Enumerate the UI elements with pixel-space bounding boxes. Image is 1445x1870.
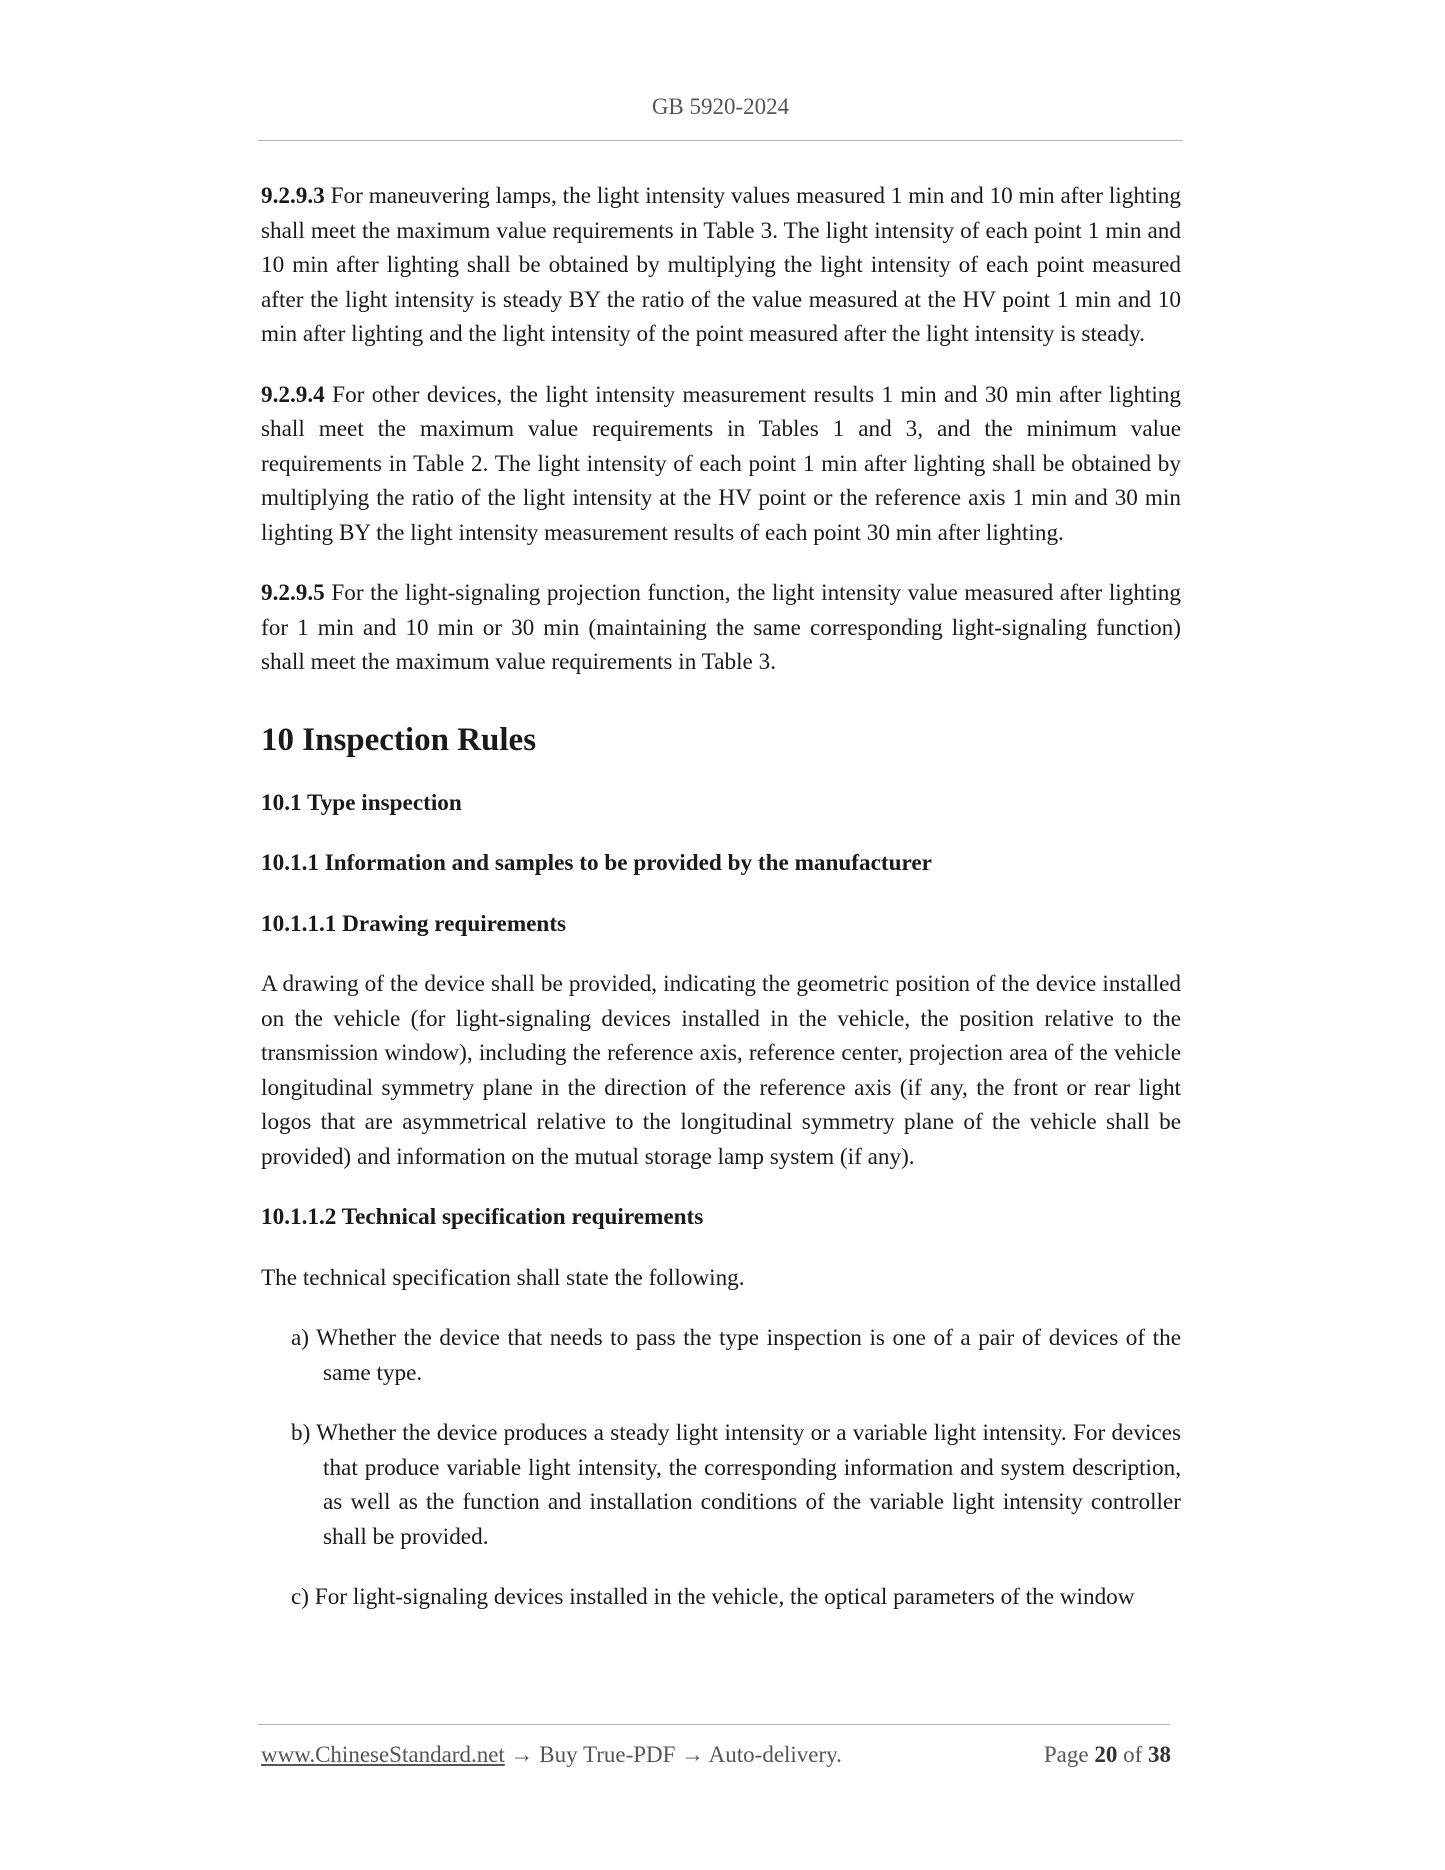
footer-divider bbox=[258, 1724, 1170, 1725]
footer-left bbox=[261, 1742, 842, 1768]
clause-9-2-9-4 bbox=[261, 378, 1181, 551]
clause-9-2-9-5 bbox=[261, 576, 1181, 680]
subsection-heading-10-1-1: 10.1.1 Information and samples to be provided by the manufacturer bbox=[261, 850, 932, 876]
section-heading-10: 10 Inspection Rules bbox=[261, 721, 537, 758]
list-item-a: a) Whether the device that needs to pass the type inspection is one of a pair of devices of the same type. bbox=[291, 1325, 1181, 1386]
page-footer bbox=[261, 1742, 1171, 1768]
spec-intro-text: The technical specification shall state the following. bbox=[261, 1264, 745, 1291]
page-label: Page bbox=[1043, 1742, 1089, 1767]
promo-text: → Buy True-PDF → Auto-delivery. bbox=[504, 1742, 842, 1767]
clause-number: 9.2.9.3 bbox=[261, 183, 325, 209]
subsection-heading-10-1-1-2: 10.1.1.2 Technical specification requirements bbox=[261, 1204, 704, 1230]
subsection-heading-10-1: 10.1 Type inspection bbox=[261, 789, 462, 816]
list-item-c: c) For light-signaling devices installed in the vehicle, the optical parameters of the window bbox=[291, 1584, 1135, 1610]
site-link[interactable]: www.ChineseStandard.net bbox=[261, 1742, 505, 1767]
clause-9-2-9-3 bbox=[261, 179, 1181, 352]
clause-text: For other devices, the light intensity measurement results 1 min and 30 min after lighting shall meet the maximum value requirements in Tables 1 and 3, and the minimum value requirements in Table 2. The light intensity of each point 1 min after lighting shall be obtained by multiplying the ratio of the light intensity at the HV point or the reference axis 1 min and 30 min lighting BY the light intensity measurement results of each point 30 min after lighting. bbox=[261, 381, 1181, 546]
clause-number: 9.2.9.4 bbox=[261, 381, 325, 408]
page-header: GB 5920-2024 bbox=[651, 94, 790, 119]
header-divider bbox=[258, 140, 1183, 141]
clause-text: For the light-signaling projection function, the light intensity value measured after lighting for 1 min and 10 min or 30 min (maintaining the same corresponding light-signaling function) shall meet the maximum value requirements in Table 3. bbox=[261, 580, 1181, 675]
clause-number: 9.2.9.5 bbox=[261, 580, 325, 606]
clause-text: For maneuvering lamps, the light intensity values measured 1 min and 10 min after lighting shall meet the maximum value requirements in Table 3. The light intensity of each point 1 min and 10 min after lighting shall be obtained by multiplying the light intensity of each point measured after the light intensity is steady BY the ratio of the value measured at the HV point 1 min and 10 min after lighting and the light intensity of the point measured after the light intensity is steady. bbox=[261, 183, 1181, 347]
of-label: of bbox=[1123, 1742, 1143, 1767]
list-item-b: b) Whether the device produces a steady light intensity or a variable light intensity. For devices that produce variable light intensity, the corresponding information and system description, as well as the function and installation conditions of the variable light intensity controller shall be provided. bbox=[291, 1420, 1181, 1550]
document-body bbox=[261, 179, 1181, 1615]
drawing-requirements-text: A drawing of the device shall be provided, indicating the geometric position of the device installed on the vehicle (for light-signaling devices installed in the vehicle, the position relative to the transmission window), including the reference axis, reference center, projection area of the vehicle longitudinal symmetry plane in the direction of the reference axis (if any, the front or rear light logos that are asymmetrical relative to the longitudinal symmetry plane of the vehicle shall be provided) and information on the mutual storage lamp system (if any). bbox=[261, 971, 1181, 1170]
subsection-heading-10-1-1-1: 10.1.1.1 Drawing requirements bbox=[261, 910, 567, 937]
page-total: 38 bbox=[1148, 1742, 1171, 1767]
page-indicator bbox=[1044, 1742, 1171, 1768]
page-number: 20 bbox=[1094, 1742, 1118, 1767]
